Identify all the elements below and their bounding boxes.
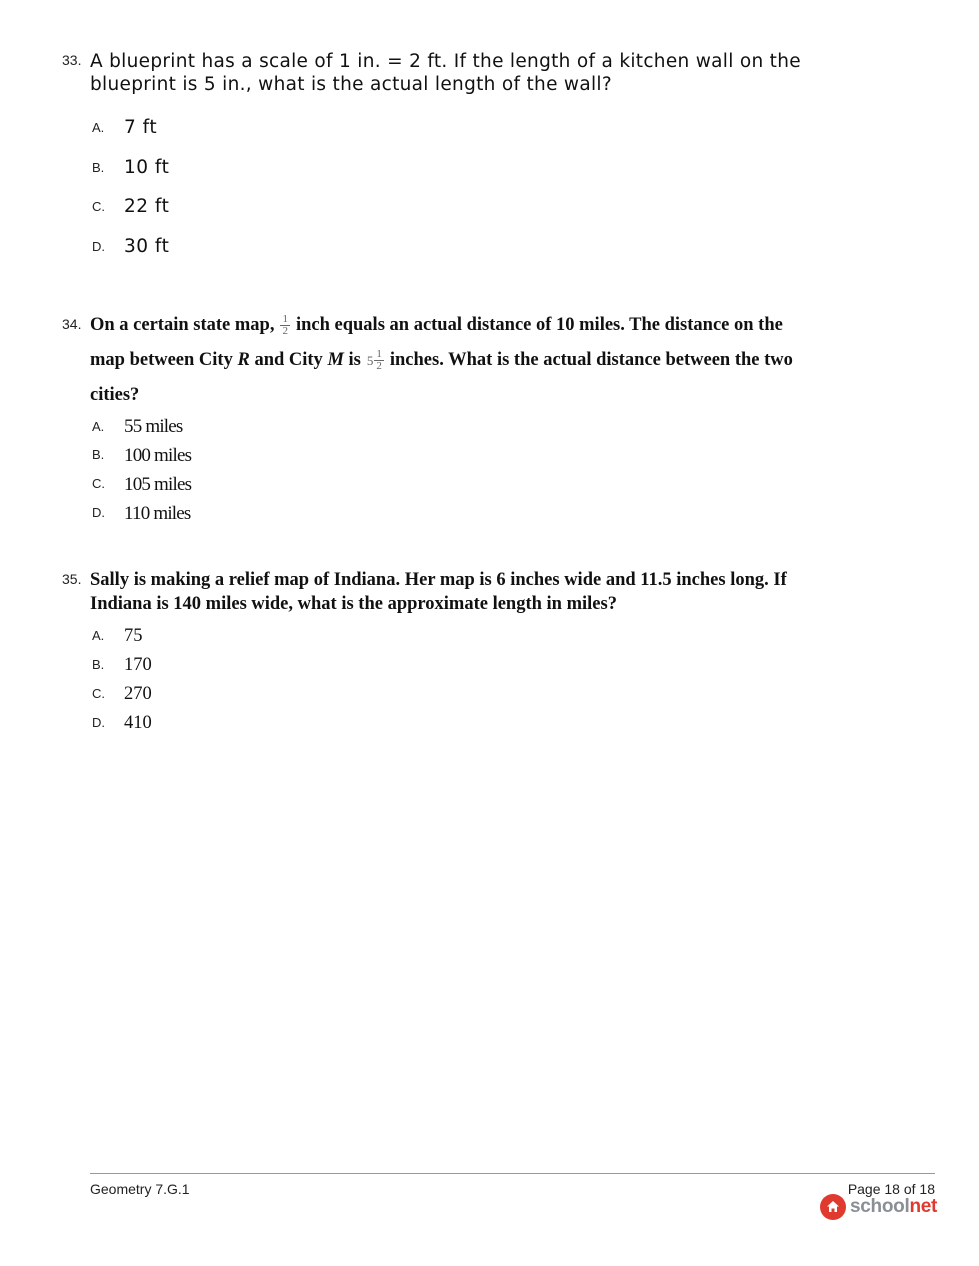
city-r: R (237, 350, 250, 370)
logo-text-net: net (909, 1196, 938, 1217)
fraction-denominator: 2 (376, 360, 382, 372)
footer-course: Geometry 7.G.1 (90, 1181, 190, 1197)
stem-text: On a certain state map, (90, 315, 275, 335)
option-text: 55 miles (124, 416, 183, 437)
option-label: D. (92, 715, 105, 730)
question-number: 33. (62, 52, 82, 68)
option-text: 170 (124, 655, 152, 675)
option-text: 22 ft (124, 196, 170, 217)
option-label: A. (92, 419, 105, 434)
fraction-numerator: 1 (282, 313, 288, 326)
logo-text-school: school (850, 1196, 910, 1217)
option-text: 270 (124, 684, 152, 704)
city-m: M (327, 350, 344, 370)
stem-text: inch equals an actual distance of 10 miles. The distance on the map between City (90, 315, 783, 370)
question-number: 35. (62, 571, 82, 587)
question-stem (90, 308, 820, 413)
fraction-numerator: 1 (376, 348, 382, 360)
logo-wordmark (850, 1196, 937, 1218)
option-text: 410 (124, 713, 152, 733)
footer-divider (90, 1173, 935, 1174)
mixed-number-five-and-half (367, 343, 384, 378)
option-label: C. (92, 686, 105, 701)
option-text: 30 ft (124, 236, 170, 257)
option-text: 7 ft (124, 117, 158, 138)
fraction-one-half (280, 314, 290, 337)
option-label: B. (92, 160, 105, 175)
question-number: 34. (62, 316, 82, 332)
mixed-whole: 5 (366, 353, 374, 368)
option-label: C. (92, 199, 105, 214)
stem-text: inches. What is the actual distance between the two cities? (90, 350, 793, 405)
stem-text: is (348, 350, 361, 370)
option-text: 105 miles (124, 474, 192, 495)
option-text: 100 miles (124, 445, 192, 466)
question-stem: A blueprint has a scale of 1 in. = 2 ft. If the length of a kitchen wall on the blueprint is 5 in., what is the actual length of the wall? (90, 51, 801, 95)
option-label: C. (92, 476, 105, 491)
schoolnet-logo (820, 1194, 937, 1220)
option-text: 110 miles (124, 503, 191, 524)
option-label: D. (92, 505, 105, 520)
option-text: 75 (124, 626, 143, 646)
option-text: 10 ft (124, 157, 170, 178)
stem-text: and City (254, 350, 323, 370)
question-stem: Sally is making a relief map of Indiana. Her map is 6 inches wide and 11.5 inches long. If Indiana is 140 miles wide, what is the approximate length in miles? (90, 570, 787, 614)
option-label: A. (92, 120, 105, 135)
fraction-denominator: 2 (282, 325, 288, 338)
footer-page-number: Page 18 of 18 (847, 1181, 935, 1197)
option-label: B. (92, 447, 105, 462)
option-label: B. (92, 657, 105, 672)
option-label: A. (92, 628, 105, 643)
house-icon (820, 1194, 846, 1220)
option-label: D. (92, 239, 105, 254)
